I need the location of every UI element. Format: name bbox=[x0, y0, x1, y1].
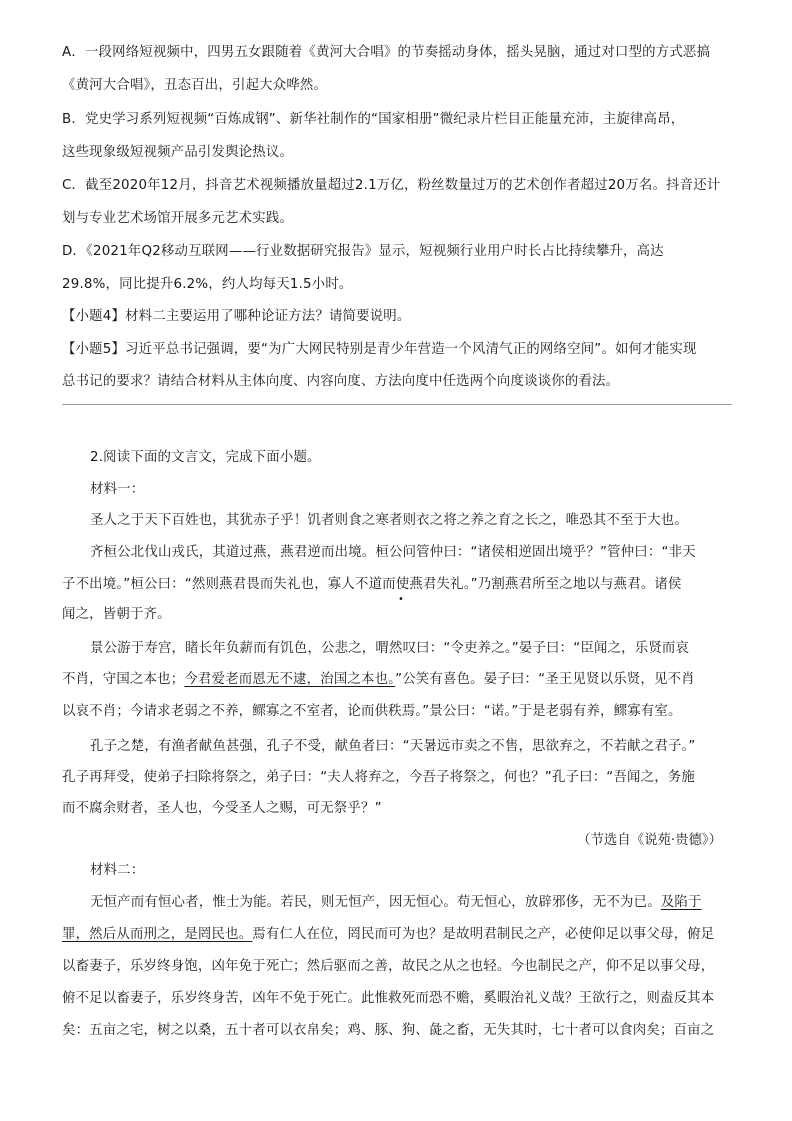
passage-5-line-2 bbox=[62, 926, 714, 944]
source-citation: （节选自《说苑·贵德》） bbox=[577, 833, 722, 848]
passage-1: 圣人之于天下百姓也，其犹赤子乎！饥者则食之寒者则衣之将之养之育之长之，唯恐其不至于大也。 bbox=[90, 513, 688, 528]
option-b-line-2: 这些现象级短视频产品引发舆论热议。 bbox=[62, 145, 294, 160]
material-1-label: 材料一： bbox=[90, 482, 145, 497]
section-2-heading: 2.阅读下面的文言文，完成下面小题。 bbox=[90, 450, 321, 465]
question-4: 【小题4】材料二主要运用了哪种论证方法？请简要说明。 bbox=[62, 309, 411, 324]
passage-5-line-3: 以畜妻子，乐岁终身饱，凶年免于死亡；然后驱而之善，故民之从之也轻。今也制民之产，仰不足以事父母， bbox=[62, 959, 715, 974]
passage-5-line-4: 俯不足以畜妻子，乐岁终身苦，凶年不免于死亡。此惟救死而恐不赡，奚暇治礼义哉？王欲行之，则盍反其本 bbox=[62, 991, 715, 1006]
passage-4-line-1: 孔子之楚，有渔者献鱼甚强，孔子不受，献鱼者曰：“天暑远市卖之不售，思欲弃之，不若献之君子。” bbox=[90, 739, 696, 754]
underlined-sentence-2a: 及陷于 bbox=[660, 895, 702, 910]
question-5-line-1: 【小题5】习近平总书记强调，要“为广大网民特别是青少年营造一个风清气正的网络空间”。如何才能实现 bbox=[62, 342, 697, 357]
passage-2-line-3: 闻之，皆朝于齐。 bbox=[62, 607, 171, 622]
question-5-line-2: 总书记的要求？请结合材料从主体向度、内容向度、方法向度中任选两个向度谈谈你的看法。 bbox=[62, 374, 620, 389]
option-b-line-1: B．党史学习系列短视频“百炼成钢”、新华社制作的“国家相册”微纪录片栏目正能量充沛，主旋律高昂， bbox=[62, 112, 685, 127]
option-a-line-2: 《黄河大合唱》，丑态百出，引起大众哗然。 bbox=[62, 78, 328, 93]
passage-5-line-5: 矣：五亩之宅，树之以桑，五十者可以衣帛矣；鸡、豚、狗、彘之畜，无失其时，七十者可以食肉矣；百亩之 bbox=[62, 1023, 715, 1038]
emphasis-dot: • bbox=[398, 594, 404, 605]
passage-2-line-2: 子不出境。”桓公曰：“然则燕君畏而失礼也，寡人不道而使燕君失礼。”乃割燕君所至之地以与燕君。诸侯 bbox=[62, 577, 682, 592]
passage-3-line-3: 以哀不肖；今请求老弱之不养，鳏寡之不室者，论而供秩焉。”景公曰：“诺。”于是老弱有养，鳏寡有室。 bbox=[62, 704, 682, 719]
passage-2-line-1: 齐桓公北伐山戎氏，其道过燕，燕君逆而出境。桓公问管仲曰：“诸侯相逆固出境乎？”管仲曰：“非天 bbox=[90, 545, 696, 560]
option-d-line-1: D．《2021年Q2移动互联网——行业数据研究报告》显示，短视频行业用户时长占比持续攀升，高达 bbox=[62, 244, 664, 259]
option-d-line-2: 29.8%，同比提升6.2%，约人均每天1.5小时。 bbox=[62, 277, 353, 292]
passage-3-line-1: 景公游于寿宫，睹长年负薪而有饥色，公悲之，喟然叹曰：“令吏养之。”晏子曰：“臣闻之，乐贤而哀 bbox=[90, 641, 690, 656]
option-c-line-2: 划与专业艺术场馆开展多元艺术实践。 bbox=[62, 211, 294, 226]
passage-4-line-3: 而不腐余财者，圣人也，今受圣人之赐，可无祭乎？” bbox=[62, 801, 382, 816]
section-divider bbox=[62, 404, 732, 405]
passage-3-line-2-start: 不肖，守国之本也； bbox=[62, 672, 185, 687]
passage-5-line-1-start: 无恒产而有恒心者，惟士为能。若民，则无恒产，因无恒心。苟无恒心，放辟邪侈，无不为已。 bbox=[90, 895, 661, 910]
passage-5-line-2-end: 焉有仁人在位，罔民而可为也？是故明君制民之产，必使仰足以事父母，俯足 bbox=[252, 927, 715, 942]
passage-4-line-2: 孔子再拜受，使弟子扫除将祭之，弟子曰：“夫人将弃之，今吾子将祭之，何也？”孔子曰：“吾闻之，务施 bbox=[62, 770, 695, 785]
underlined-sentence-1: 今君爱老而恩无不逮，治国之本也。 bbox=[184, 672, 396, 687]
material-2-label: 材料二： bbox=[90, 863, 145, 878]
passage-5-line-1 bbox=[90, 894, 702, 912]
option-a-line-1: A．一段网络短视频中，四男五女跟随着《黄河大合唱》的节奏摇动身体，摇头晃脑，通过对口型的方式恶搞 bbox=[62, 45, 711, 60]
option-c-line-1: C．截至2020年12月，抖音艺术视频播放量超过2.1万亿，粉丝数量过万的艺术创作者超过20万名。抖音还计 bbox=[62, 178, 721, 193]
underlined-sentence-2b: 罪，然后从而刑之，是罔民也。 bbox=[62, 927, 253, 942]
passage-3-line-2 bbox=[62, 671, 695, 689]
passage-3-line-2-end: ”公笑有喜色。晏子曰：“圣王见贤以乐贤，见不肖 bbox=[395, 672, 695, 687]
